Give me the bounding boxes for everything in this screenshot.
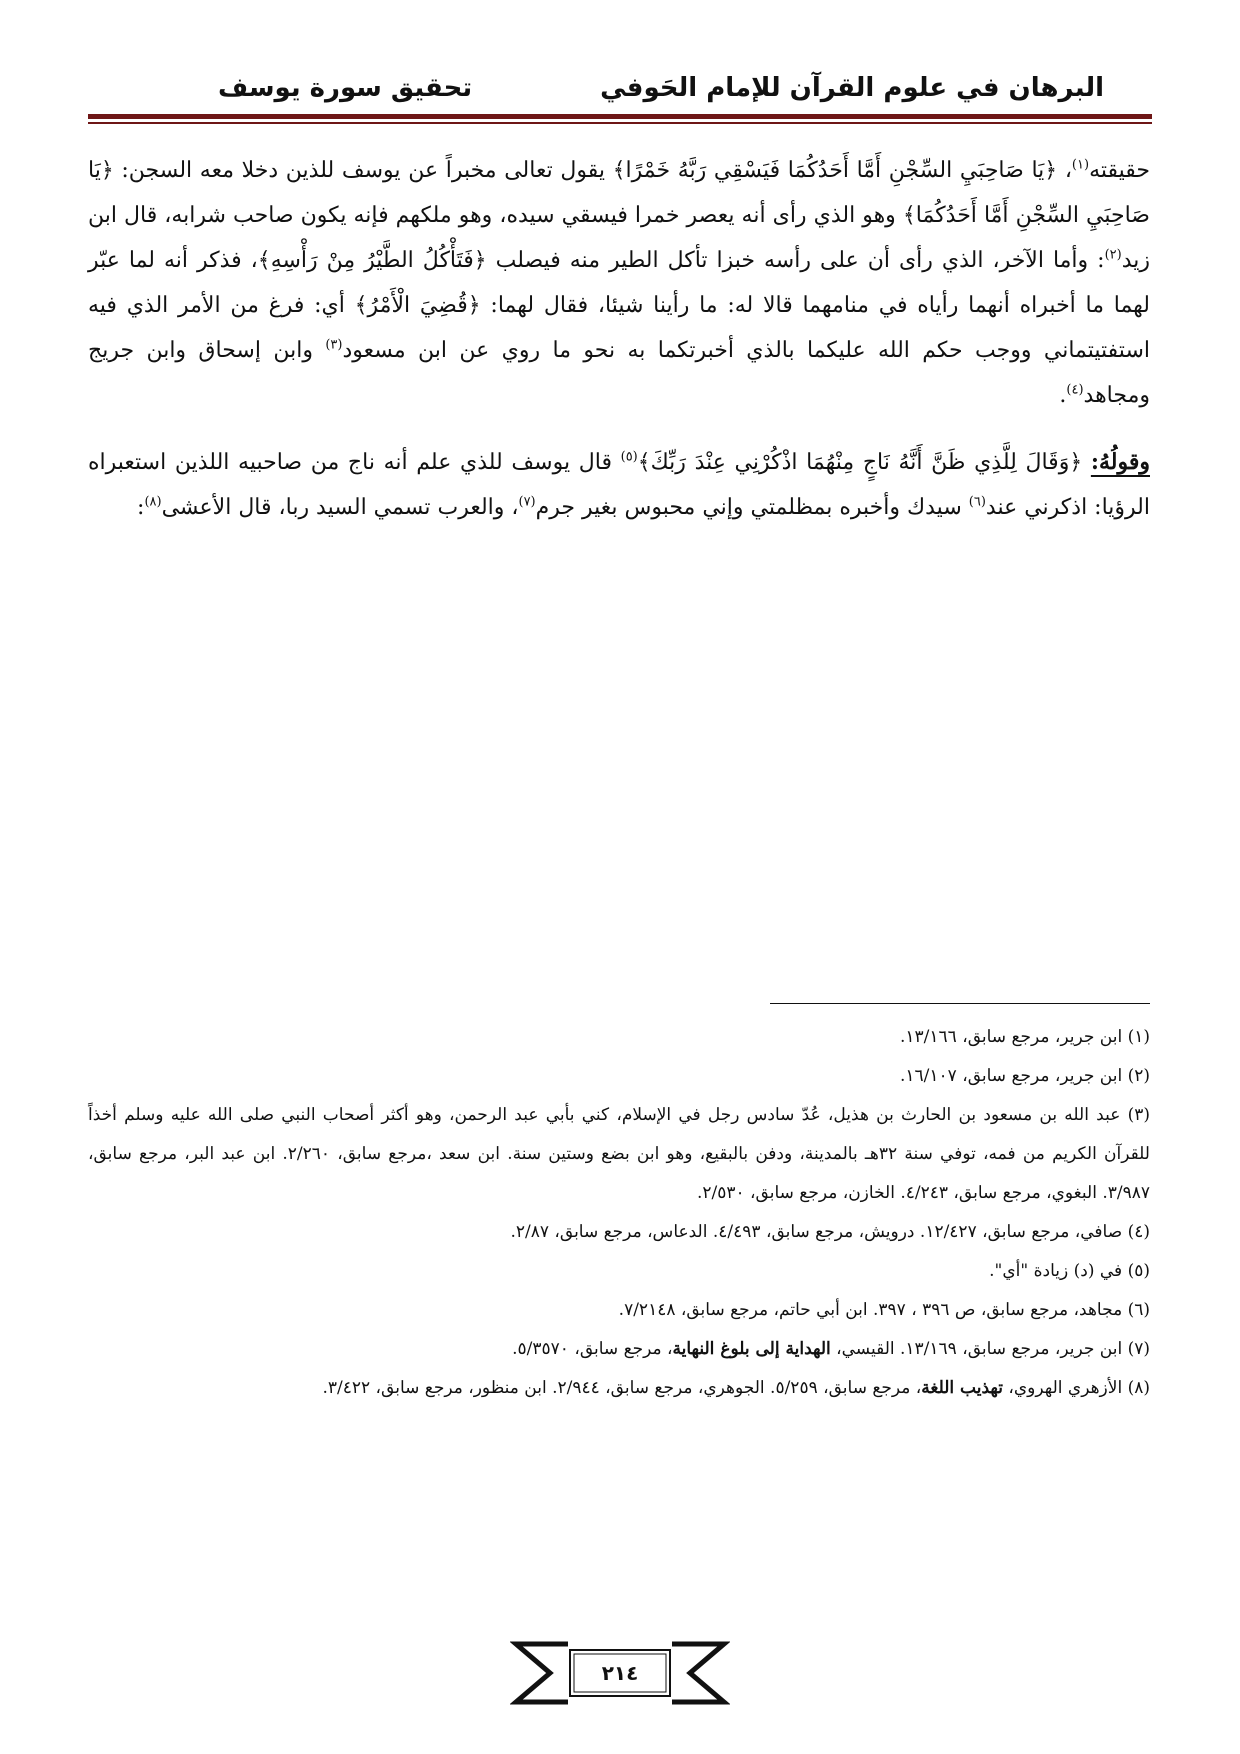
quran-verse: ﴿يَا صَاحِبَيِ السِّجْنِ أَمَّا أَحَدُكُمَا﴾	[88, 158, 1150, 228]
footnote-ref-4[interactable]: (٤)	[1066, 382, 1084, 398]
footnote-1: (١) ابن جرير، مرجع سابق، ١٣/١٦٦.	[900, 1027, 1150, 1047]
lead-word: وقولُهُ:	[1090, 449, 1150, 475]
quran-verse: ﴿وَقَالَ لِلَّذِي ظَنَّ أَنَّهُ نَاجٍ مِنْهُمَا اذْكُرْنِي عِنْدَ رَبِّكَ﴾	[637, 450, 1091, 475]
footnote-ref-2[interactable]: (٢)	[1104, 247, 1122, 263]
page-header	[88, 68, 1152, 112]
footnote-5: (٥) في (د) زيادة "أي".	[989, 1261, 1150, 1281]
text-run: أي: فرغ من الأمر الذي فيه استفتيتماني ووجب حكم الله عليكما بالذي أخبرتكما به نحو ما روي عن ابن مسعود	[88, 293, 1150, 363]
footnote-3: (٣) عبد الله بن مسعود بن الحارث بن هذيل، عُدّ سادس رجل في الإسلام، كني بأبي عبد الرحمن، وهو أكثر أصحاب النبي صلى الله عليه وسلم أخذاً للقرآن الكريم من فمه، توفي سنة ٣٢هـ بالمدينة، ودفن بالبقيع، وهو ابن بضع وستين سنة. ابن سعد ،مرجع سابق، ٢/٢٦٠. ابن عبد البر، مرجع سابق، ٣/٩٨٧. البغوي، مرجع سابق، ٤/٢٤٣. الخازن، مرجع سابق، ٢/٥٣٠.	[88, 1105, 1150, 1203]
text-run: يقول تعالى مخبراً عن يوسف للذين دخلا معه السجن:	[113, 158, 613, 183]
chapter-title: تحقيق سورة يوسف	[218, 73, 473, 103]
footnote-text: (٧) ابن جرير، مرجع سابق، ١٣/١٦٩. القيسي،	[830, 1339, 1150, 1359]
footnote-4: (٤) صافي، مرجع سابق، ١٢/٤٢٧. درويش، مرجع سابق، ٤/٤٩٣. الدعاس، مرجع سابق، ٢/٨٧.	[510, 1222, 1150, 1242]
main-text	[88, 148, 1150, 530]
text-run: ، فذكر أنه لما عبّر لهما ما أخبراه أنهما رأياه في منامهما قالا له: ما رأينا شيئا، فقال لهما:	[88, 248, 1151, 318]
footnotes	[88, 1018, 1150, 1408]
text-run: .	[1059, 383, 1067, 408]
footnote-text: (٨) الأزهري الهروي،	[1002, 1378, 1150, 1398]
footnote-ref-6[interactable]: (٦)	[968, 494, 986, 510]
quran-verse: ﴿يَا صَاحِبَيِ السِّجْنِ أَمَّا أَحَدُكُمَا فَيَسْقِي رَبَّهُ خَمْرًا﴾	[612, 158, 1058, 183]
footnote-ref-3[interactable]: (٣)	[325, 337, 343, 353]
book-title-ref: الهداية إلى بلوغ النهاية	[672, 1339, 831, 1359]
text-run: وابن إسحاق وابن جريج ومجاهد	[88, 338, 1150, 408]
footnote-ref-7[interactable]: (٧)	[518, 494, 536, 510]
footnote-text: ، مرجع سابق، ٥/٣٥٧٠.	[512, 1339, 673, 1359]
footnote-separator	[770, 1003, 1150, 1004]
quran-verse: ﴿قُضِيَ الْأَمْرُ﴾	[354, 293, 481, 318]
footnote-ref-5[interactable]: (٥)	[620, 449, 638, 465]
text-run: : وأما الآخر، الذي رأى أن على رأسه خبزا تأكل الطير منه فيصلب	[486, 248, 1105, 273]
paragraph-1	[88, 148, 1150, 418]
footnote-ref-1[interactable]: (١)	[1071, 157, 1090, 173]
text-run: ، والعرب تسمي السيد ربا، قال الأعشى	[161, 495, 519, 520]
header-rule-thick	[88, 114, 1152, 119]
footnote-2: (٢) ابن جرير، مرجع سابق، ١٦/١٠٧.	[900, 1066, 1150, 1086]
footnote-text: ، مرجع سابق، ٥/٢٥٩. الجوهري، مرجع سابق، ٢/٩٤٤. ابن منظور، مرجع سابق، ٣/٤٢٢.	[322, 1378, 922, 1398]
footnote-8	[88, 1369, 1150, 1408]
book-title-ref: تهذيب اللغة	[921, 1378, 1003, 1398]
footnote-7	[88, 1330, 1150, 1369]
text-run: وهو الذي رأى أنه يعصر خمرا فيسقي سيده، وهو ملكهم فإنه يكون صاحب شرابه، قال ابن زيد	[88, 203, 1151, 273]
quran-verse: ﴿فَتَأْكُلُ الطَّيْرُ مِنْ رَأْسِهِ﴾	[257, 248, 487, 273]
text-run: حقيقته	[1089, 158, 1150, 183]
footnote-6: (٦) مجاهد، مرجع سابق، ص ٣٩٦ ، ٣٩٧. ابن أبي حاتم، مرجع سابق، ٧/٢١٤٨.	[618, 1300, 1150, 1320]
paragraph-2	[88, 440, 1150, 530]
footnote-ref-8[interactable]: (٨)	[144, 494, 162, 510]
text-run: :	[137, 495, 145, 520]
book-title: البرهان في علوم القرآن للإمام الحَوفي	[600, 73, 1104, 103]
page-number: ٢١٤	[601, 1661, 639, 1685]
text-run: قال يوسف للذي علم أنه ناج من صاحبيه اللذين استعبراه الرؤيا: اذكرني عند	[88, 450, 1150, 520]
text-run: ،	[1057, 158, 1072, 183]
text-run: سيدك وأخبره بمظلمتي وإني محبوس بغير جرم	[535, 495, 969, 520]
page-number-ornament	[510, 1638, 730, 1708]
header-rule-thin	[88, 122, 1152, 124]
